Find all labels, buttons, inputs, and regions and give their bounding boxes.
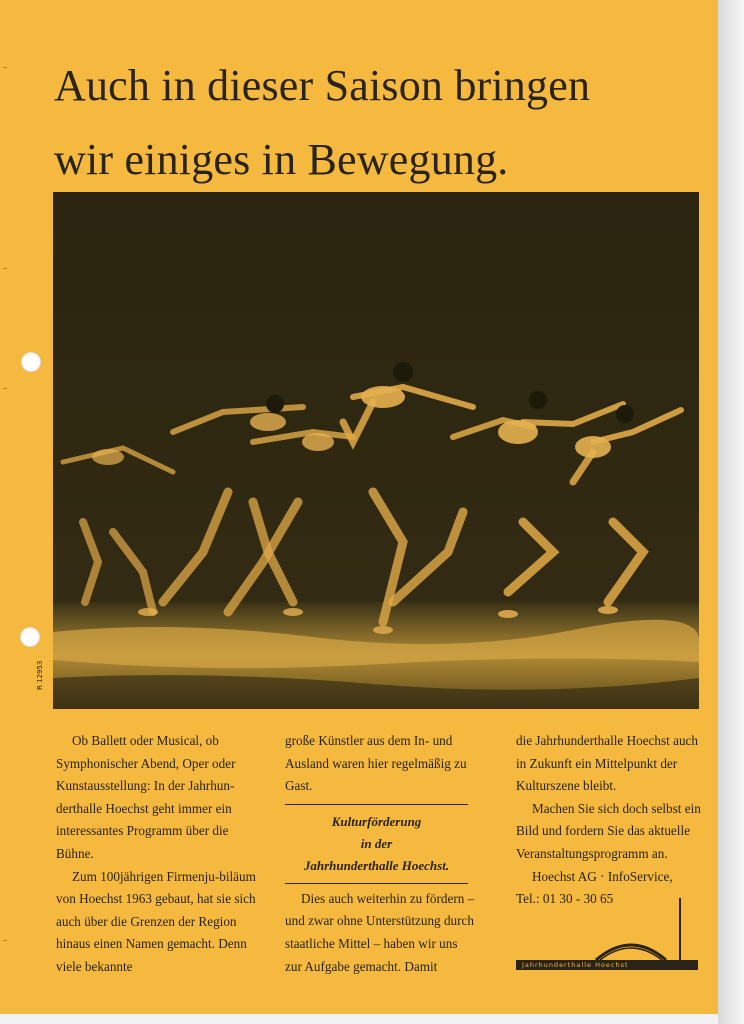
divider — [285, 883, 468, 884]
subheading-box — [285, 811, 468, 877]
contact-phone: Tel.: 01 30 - 30 65 — [516, 891, 614, 907]
paragraph: Machen Sie sich doch selbst ein Bild und fordern Sie das aktuelle Veranstaltungsprogramm an. — [516, 800, 701, 861]
subheading-line-1: Kulturförderung — [331, 813, 422, 829]
dancers-photo — [53, 192, 699, 709]
page-edge — [718, 0, 744, 1024]
paragraph: die Jahrhunderthalle Hoechst auch in Zukunft ein Mittelpunkt der Kulturszene bleibt. — [516, 733, 698, 794]
text-column-1 — [56, 730, 256, 979]
subheading-line-2: in der — [360, 835, 393, 851]
margin-mark — [3, 268, 7, 269]
text-column-2 — [285, 730, 475, 978]
headline-line-1: Auch in dieser Saison bringen — [54, 61, 591, 111]
hall-dome-icon — [516, 890, 698, 962]
paragraph: Zum 100jährigen Firmenju-biläum von Hoechst 1963 gebaut, hat sie sich auch über die Grenzen der Region hinaus einen Namen gemacht. Denn viele bekannte — [56, 868, 256, 974]
paragraph: Dies auch weiterhin zu fördern – und zwar ohne Unterstützung durch staatliche Mittel – haben wir uns zur Aufgabe gemacht. Damit — [285, 890, 475, 974]
jahrhunderthalle-logo — [516, 890, 698, 972]
contact-company: Hoechst AG · InfoService, — [532, 868, 673, 884]
margin-mark — [3, 67, 7, 68]
headline — [54, 49, 714, 197]
subheading-line-3: Jahrhunderthalle Hoechst. — [303, 857, 450, 873]
photo-credit: R 12953 — [36, 660, 44, 690]
paragraph: Ob Ballett oder Musical, ob Symphonischer Abend, Oper oder Kunstausstellung: In der Jahrhun-derthalle Hoechst geht immer ein interessantes Programm über die Bühne. — [56, 733, 236, 861]
margin-mark — [3, 940, 7, 941]
text-column-3 — [516, 730, 706, 911]
punch-hole-bottom — [20, 627, 40, 647]
paragraph: große Künstler aus dem In- und Ausland waren hier regelmäßig zu Gast. — [285, 733, 467, 794]
logo-wordmark: Jahrhunderthalle Hoechst — [516, 960, 698, 970]
punch-hole-top — [21, 352, 41, 372]
headline-line-2: wir einiges in Bewegung. — [54, 135, 509, 185]
divider — [285, 804, 468, 805]
dancers-illustration — [53, 192, 699, 709]
margin-mark — [3, 388, 7, 389]
